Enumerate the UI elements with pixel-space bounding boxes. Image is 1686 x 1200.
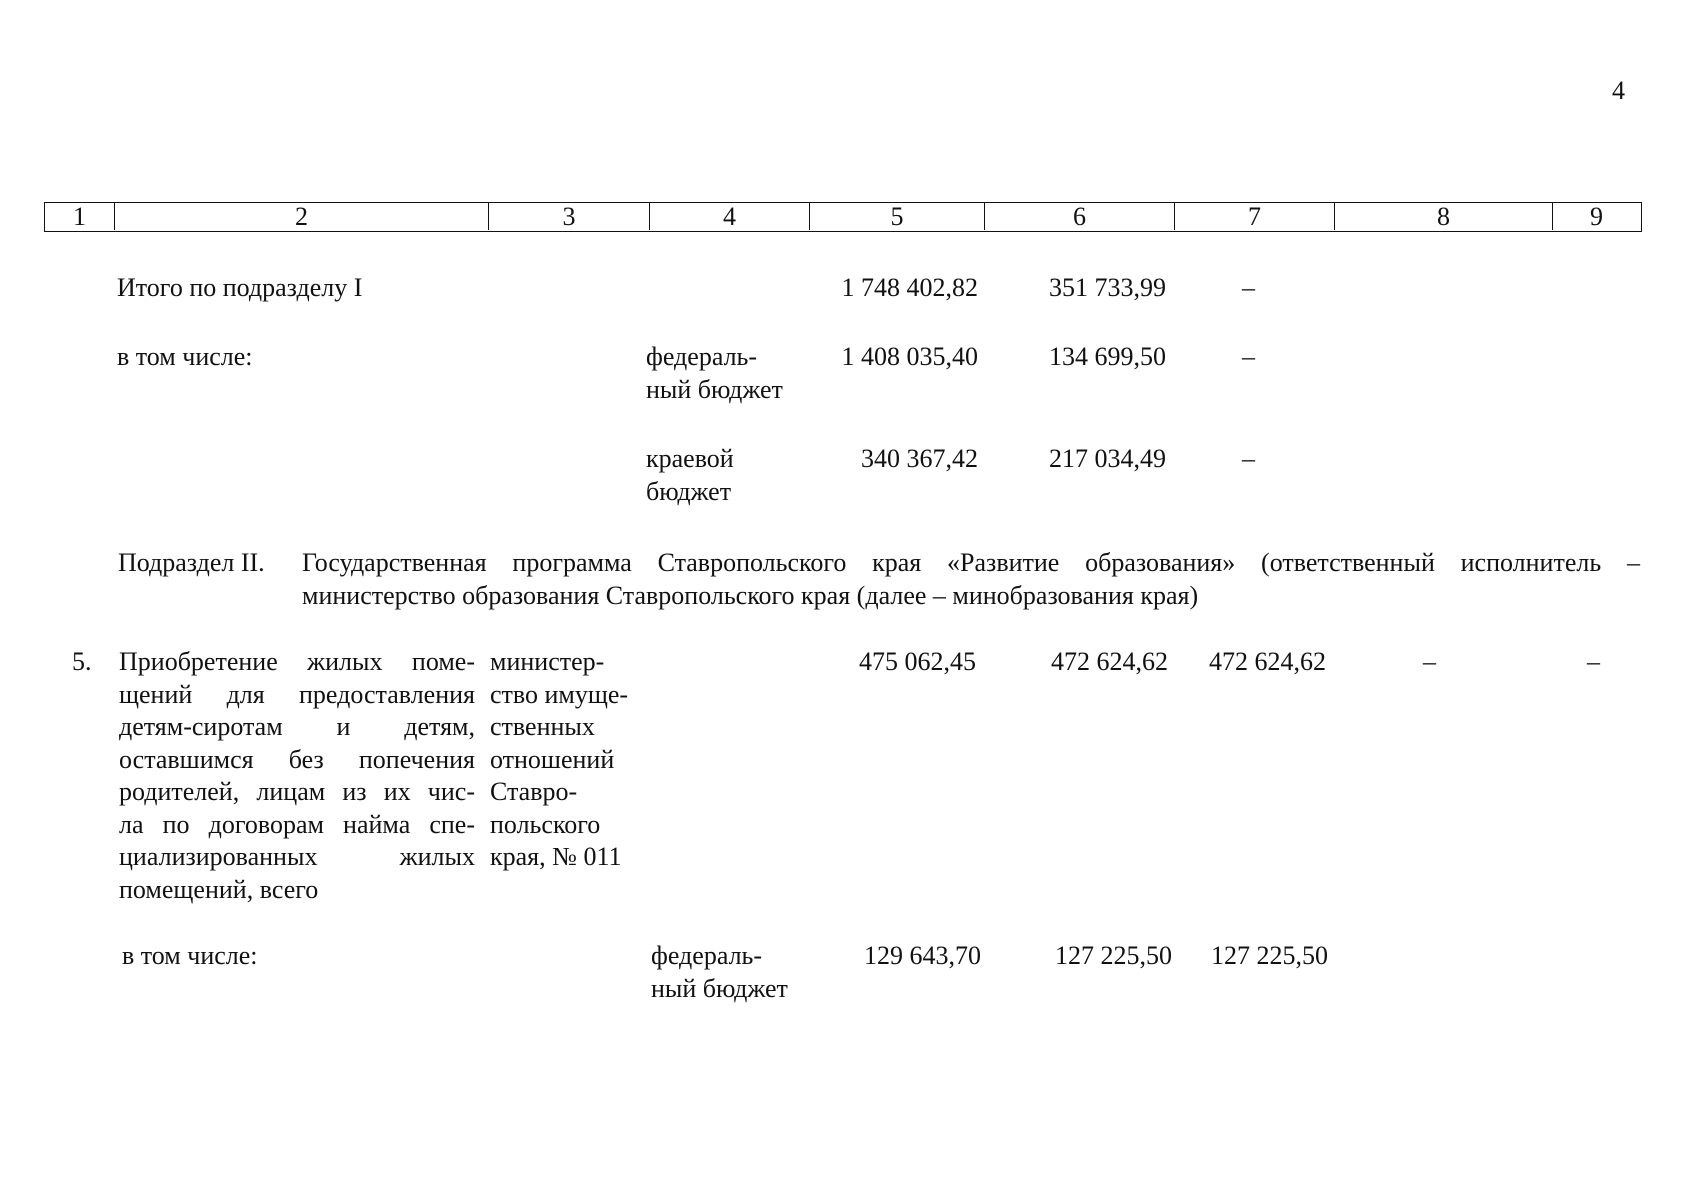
- source-line: федераль-: [646, 342, 758, 371]
- total-sub1-col5: 1 748 402,82: [841, 273, 978, 302]
- source-line: краевой: [646, 444, 734, 473]
- regional-budget-1-col7: –: [1242, 444, 1255, 473]
- federal-budget-1-col5: 1 408 035,40: [841, 342, 978, 371]
- subsection-2-label: Подраздел II.: [118, 548, 265, 577]
- header-col-5: 5: [810, 203, 985, 230]
- including-label: в том числе:: [117, 342, 253, 371]
- item-5-col7: 472 624,62: [1209, 647, 1326, 676]
- total-sub1-col6: 351 733,99: [1049, 273, 1166, 302]
- table-header-row: [44, 202, 1642, 232]
- description-line: щений для предоставления: [119, 679, 475, 709]
- item-5-federal-col6: 127 225,50: [1055, 941, 1172, 970]
- item-5-federal-col5: 129 643,70: [864, 941, 981, 970]
- header-col-6: 6: [985, 203, 1175, 230]
- description-line: циализированных жилых: [119, 842, 475, 871]
- regional-budget-1-source: [646, 443, 734, 508]
- federal-budget-1-source: [646, 341, 783, 406]
- executor-line: края, № 011: [490, 842, 622, 871]
- federal-budget-1-col6: 134 699,50: [1049, 342, 1166, 371]
- item-5-description: [119, 646, 475, 906]
- item-5-federal-col7: 127 225,50: [1211, 941, 1328, 970]
- regional-budget-1-col5: 340 367,42: [861, 444, 978, 473]
- executor-line: ственных: [490, 712, 595, 741]
- description-line: детям-сиротам и детям,: [119, 712, 475, 741]
- executor-line: министер-: [490, 647, 605, 676]
- source-line: ный бюджет: [651, 973, 788, 1003]
- description-line: родителей, лицам из их чис-: [119, 777, 475, 806]
- header-col-7: 7: [1175, 203, 1335, 230]
- description-line: Приобретение жилых поме-: [119, 647, 475, 676]
- item-5-federal-source: [651, 940, 788, 1005]
- total-sub1-label: Итого по подразделу I: [117, 273, 363, 302]
- header-col-1: 1: [45, 203, 115, 230]
- executor-line: польского: [490, 809, 601, 839]
- header-col-2: 2: [115, 203, 489, 230]
- item-5-col6: 472 624,62: [1051, 647, 1168, 676]
- item-5-number: 5.: [72, 647, 92, 676]
- source-line: ный бюджет: [646, 374, 783, 404]
- executor-line: ство имуще-: [490, 679, 629, 709]
- executor-line: Ставро-: [490, 777, 578, 806]
- federal-budget-1-col7: –: [1242, 342, 1255, 371]
- total-sub1-col7: –: [1242, 273, 1255, 302]
- page-number: 4: [1612, 76, 1625, 105]
- description-line: ла по договорам найма спе-: [119, 809, 475, 839]
- item-5-including-label: в том числе:: [122, 941, 258, 970]
- header-col-8: 8: [1335, 203, 1553, 230]
- header-col-9: 9: [1590, 202, 1603, 231]
- description-line: помещений, всего: [119, 874, 319, 904]
- source-line: бюджет: [646, 476, 732, 506]
- executor-line: отношений: [490, 744, 615, 774]
- description-line: оставшимся без попечения: [119, 744, 475, 774]
- header-col-3: 3: [489, 203, 650, 230]
- item-5-executor: [490, 646, 660, 874]
- item-5-col5: 475 062,45: [859, 647, 976, 676]
- header-col-4: 4: [650, 203, 810, 230]
- source-line: федераль-: [651, 941, 763, 970]
- subsection-2-text: Государственная программа Ставропольского края «Развитие образования» (ответственный исполнитель – министерство образования Ставропольского края (далее – минобразования края): [302, 548, 1640, 610]
- item-5-col8: –: [1423, 647, 1436, 676]
- item-5-col9: –: [1587, 647, 1600, 676]
- regional-budget-1-col6: 217 034,49: [1049, 444, 1166, 473]
